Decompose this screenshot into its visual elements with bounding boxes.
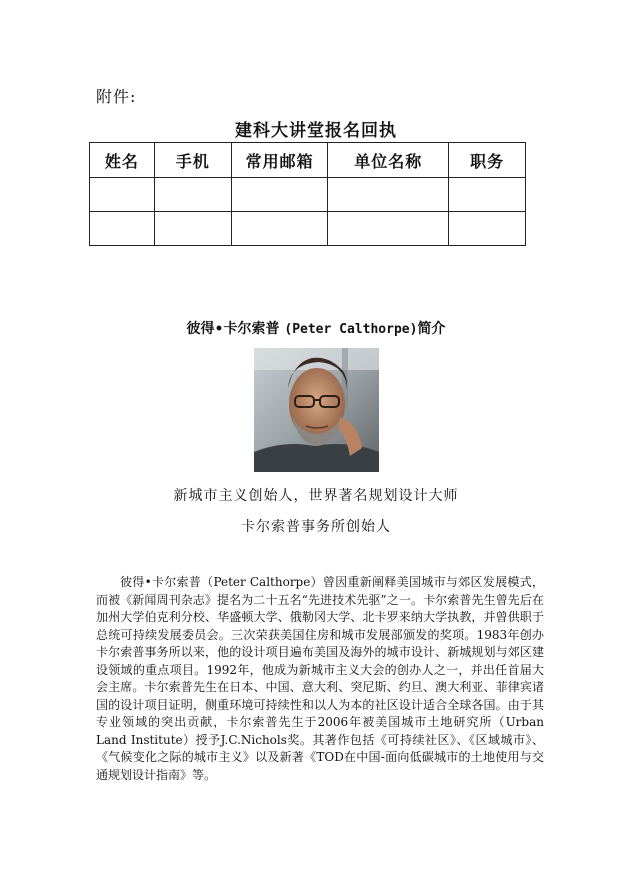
header-position: 职务 bbox=[449, 143, 526, 178]
cell-email[interactable] bbox=[231, 178, 328, 212]
table-row bbox=[90, 212, 526, 246]
bio-title-latin: (Peter Calthorpe) bbox=[284, 322, 418, 337]
cell-position[interactable] bbox=[449, 178, 526, 212]
cell-name[interactable] bbox=[90, 178, 155, 212]
header-organization: 单位名称 bbox=[328, 143, 449, 178]
cell-position[interactable] bbox=[449, 212, 526, 246]
bio-title-prefix: 彼得•卡尔索普 bbox=[186, 321, 285, 337]
bio-subtitle-2: 卡尔索普事务所创始人 bbox=[241, 519, 391, 535]
cell-organization[interactable] bbox=[328, 178, 449, 212]
cell-phone[interactable] bbox=[154, 178, 231, 212]
cell-phone[interactable] bbox=[154, 212, 231, 246]
attachment-label: 附件: bbox=[96, 87, 137, 106]
cell-name[interactable] bbox=[90, 212, 155, 246]
registration-form-title: 建科大讲堂报名回执 bbox=[235, 121, 397, 141]
table-header-row bbox=[90, 143, 526, 178]
bio-body-text: 彼得•卡尔索普（Peter Calthorpe）曾因重新阐释美国城市与郊区发展模式，而被《新闻周刊杂志》提名为二十五名“先进技术先驱”之一。卡尔索普先生曾先后在加州大学伯克利分校、华盛顿大学、俄勒冈大学、北卡罗来纳大学执教，并曾供职于总统可持续发展委员会。三次荣获美国住房和城市发展部颁发的奖项。1983年创办卡尔索普事务所以来，他的设计项目遍布美国及海外的城市设计、新城规划与郊区建设领域的重点项目。1992年，他成为新城市主义大会的创办人之一，并出任首届大会主席。卡尔索普先生在日本、中国、意大利、突尼斯、约旦、澳大利亚、菲律宾诸国的设计项目证明，侧重环境可持续性和以人为本的社区设计适合全球各国。由于其专业领域的突出贡献，卡尔索普先生于2006年被美国城市土地研究所（Urban Land Institute）授予J.C.Nichols奖。其著作包括《可持续社区》、《区域城市》、《气候变化之际的城市主义》以及新著《TOD在中国-面向低碳城市的土地使用与交通规划设计指南》等。 bbox=[96, 575, 544, 782]
bio-title-suffix: 简介 bbox=[417, 321, 446, 337]
header-email: 常用邮箱 bbox=[231, 143, 328, 178]
bio-subtitle-1: 新城市主义创始人，世界著名规划设计大师 bbox=[173, 488, 459, 504]
bio-title bbox=[0, 318, 632, 338]
cell-organization[interactable] bbox=[328, 212, 449, 246]
header-name: 姓名 bbox=[90, 143, 155, 178]
portrait-photo bbox=[254, 348, 379, 472]
header-phone: 手机 bbox=[154, 143, 231, 178]
cell-email[interactable] bbox=[231, 212, 328, 246]
table-row bbox=[90, 178, 526, 212]
registration-table bbox=[89, 142, 526, 246]
